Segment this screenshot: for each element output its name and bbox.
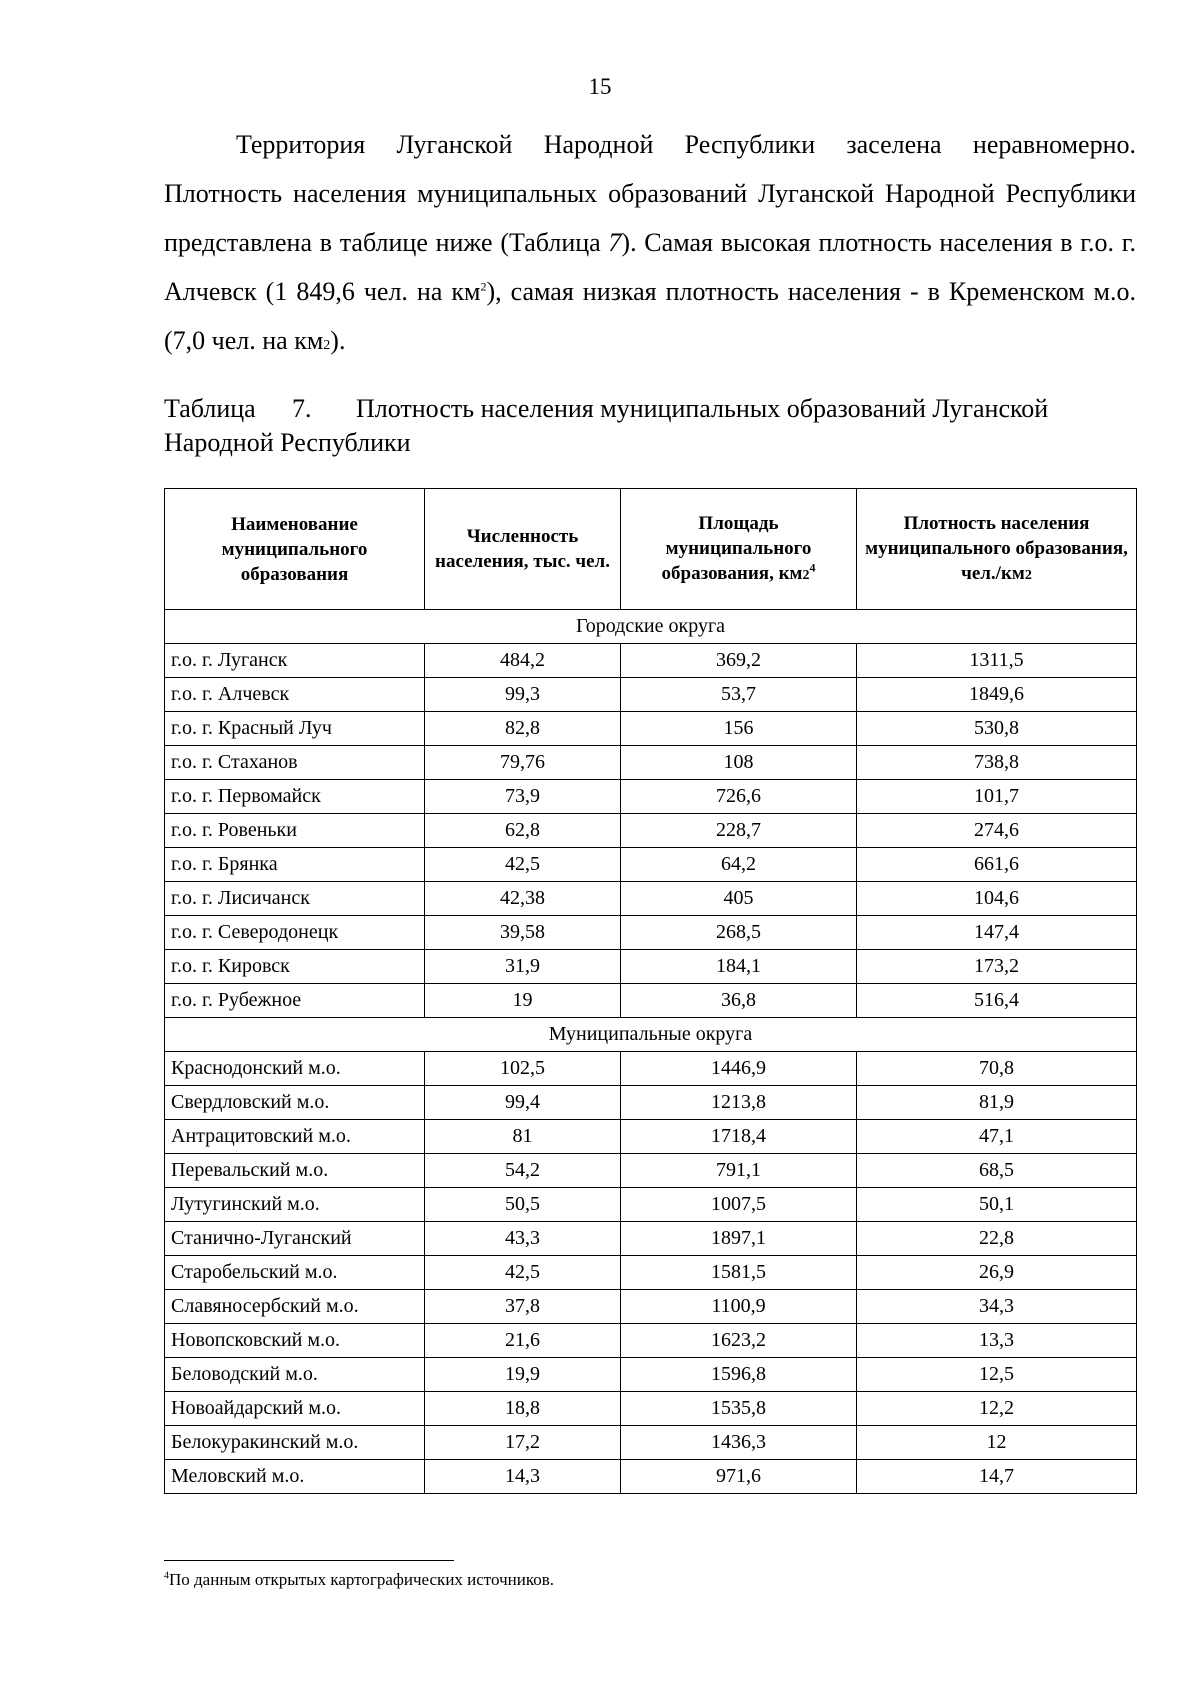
table-row xyxy=(165,1120,1137,1154)
cell-name: г.о. г. Ровеньки xyxy=(165,814,425,848)
cell-name: Белокуракинский м.о. xyxy=(165,1426,425,1460)
cell-density: 516,4 xyxy=(857,984,1137,1018)
cell-area: 1007,5 xyxy=(621,1188,857,1222)
table-row xyxy=(165,916,1137,950)
superscript-2: 2 xyxy=(480,279,487,294)
cell-density: 12,2 xyxy=(857,1392,1137,1426)
cell-name: Лутугинский м.о. xyxy=(165,1188,425,1222)
table-row xyxy=(165,950,1137,984)
table-row xyxy=(165,1290,1137,1324)
cell-area: 1100,9 xyxy=(621,1290,857,1324)
cell-population: 31,9 xyxy=(425,950,621,984)
cell-name: г.о. г. Алчевск xyxy=(165,678,425,712)
cell-population: 484,2 xyxy=(425,644,621,678)
cell-density: 173,2 xyxy=(857,950,1137,984)
cell-name: г.о. г. Кировск xyxy=(165,950,425,984)
table-row xyxy=(165,712,1137,746)
cell-area: 156 xyxy=(621,712,857,746)
cell-population: 42,38 xyxy=(425,882,621,916)
group-row xyxy=(165,610,1137,644)
table-row xyxy=(165,1324,1137,1358)
cell-area: 184,1 xyxy=(621,950,857,984)
cell-area: 268,5 xyxy=(621,916,857,950)
footnote xyxy=(164,1570,554,1590)
table-row xyxy=(165,984,1137,1018)
header-area-unit: 2 xyxy=(802,567,810,583)
intro-text-4: ). xyxy=(330,326,346,355)
table-row xyxy=(165,644,1137,678)
footnote-text: По данным открытых картографических источников. xyxy=(169,1570,554,1589)
table-row xyxy=(165,882,1137,916)
cell-density: 274,6 xyxy=(857,814,1137,848)
cell-density: 14,7 xyxy=(857,1460,1137,1494)
cell-density: 738,8 xyxy=(857,746,1137,780)
page-number: 15 xyxy=(588,74,612,99)
intro-text-2: ). Самая высокая плотность населения в г.о. г. Алчевск (1 849,6 чел. на км xyxy=(164,228,1136,306)
table-row xyxy=(165,780,1137,814)
header-name: Наименование муниципального образования xyxy=(165,489,425,610)
cell-population: 82,8 xyxy=(425,712,621,746)
footnote-ref: 4 xyxy=(809,560,816,575)
cell-density: 68,5 xyxy=(857,1154,1137,1188)
cell-name: Старобельский м.о. xyxy=(165,1256,425,1290)
caption-number: 7. xyxy=(292,394,312,423)
cell-density: 47,1 xyxy=(857,1120,1137,1154)
cell-name: г.о. г. Рубежное xyxy=(165,984,425,1018)
table-row xyxy=(165,1188,1137,1222)
cell-population: 62,8 xyxy=(425,814,621,848)
table-row xyxy=(165,1460,1137,1494)
cell-name: Станично-Луганский xyxy=(165,1222,425,1256)
group-row xyxy=(165,1018,1137,1052)
cell-population: 19 xyxy=(425,984,621,1018)
cell-density: 661,6 xyxy=(857,848,1137,882)
cell-area: 1596,8 xyxy=(621,1358,857,1392)
group-title: Городские округа xyxy=(165,610,1137,644)
cell-name: г.о. г. Стаханов xyxy=(165,746,425,780)
header-area-text: Площадь муниципального образования, км xyxy=(661,512,812,584)
table-row xyxy=(165,1086,1137,1120)
group-title: Муниципальные округа xyxy=(165,1018,1137,1052)
cell-density: 104,6 xyxy=(857,882,1137,916)
cell-name: г.о. г. Красный Луч xyxy=(165,712,425,746)
cell-population: 50,5 xyxy=(425,1188,621,1222)
cell-area: 1581,5 xyxy=(621,1256,857,1290)
cell-name: Новоайдарский м.о. xyxy=(165,1392,425,1426)
unit-2: 2 xyxy=(323,338,331,353)
cell-density: 81,9 xyxy=(857,1086,1137,1120)
cell-population: 43,3 xyxy=(425,1222,621,1256)
cell-area: 405 xyxy=(621,882,857,916)
cell-name: Беловодский м.о. xyxy=(165,1358,425,1392)
cell-population: 21,6 xyxy=(425,1324,621,1358)
cell-population: 81 xyxy=(425,1120,621,1154)
table-row xyxy=(165,848,1137,882)
header-population: Численность населения, тыс. чел. xyxy=(425,489,621,610)
cell-population: 39,58 xyxy=(425,916,621,950)
cell-area: 108 xyxy=(621,746,857,780)
cell-density: 101,7 xyxy=(857,780,1137,814)
cell-density: 70,8 xyxy=(857,1052,1137,1086)
cell-name: г.о. г. Луганск xyxy=(165,644,425,678)
cell-population: 102,5 xyxy=(425,1052,621,1086)
caption-label: Таблица xyxy=(164,394,256,423)
cell-population: 99,3 xyxy=(425,678,621,712)
cell-area: 1213,8 xyxy=(621,1086,857,1120)
cell-population: 54,2 xyxy=(425,1154,621,1188)
population-density-table xyxy=(164,488,1137,1494)
cell-density: 12 xyxy=(857,1426,1137,1460)
cell-area: 64,2 xyxy=(621,848,857,882)
cell-density: 1849,6 xyxy=(857,678,1137,712)
cell-name: Перевальский м.о. xyxy=(165,1154,425,1188)
header-density xyxy=(857,489,1137,610)
cell-name: Свердловский м.о. xyxy=(165,1086,425,1120)
footnote-mark: 4 xyxy=(164,1570,169,1582)
cell-area: 726,6 xyxy=(621,780,857,814)
intro-paragraph xyxy=(164,120,1136,370)
cell-area: 971,6 xyxy=(621,1460,857,1494)
header-row xyxy=(165,489,1137,610)
footnote-divider xyxy=(164,1560,454,1561)
cell-area: 369,2 xyxy=(621,644,857,678)
cell-density: 26,9 xyxy=(857,1256,1137,1290)
cell-population: 18,8 xyxy=(425,1392,621,1426)
cell-population: 19,9 xyxy=(425,1358,621,1392)
cell-area: 1436,3 xyxy=(621,1426,857,1460)
cell-density: 1311,5 xyxy=(857,644,1137,678)
cell-population: 37,8 xyxy=(425,1290,621,1324)
cell-population: 73,9 xyxy=(425,780,621,814)
cell-area: 1535,8 xyxy=(621,1392,857,1426)
cell-area: 228,7 xyxy=(621,814,857,848)
cell-population: 79,76 xyxy=(425,746,621,780)
cell-name: Меловский м.о. xyxy=(165,1460,425,1494)
cell-name: Антрацитовский м.о. xyxy=(165,1120,425,1154)
table-row xyxy=(165,1154,1137,1188)
table-reference: 7 xyxy=(608,228,622,257)
cell-density: 147,4 xyxy=(857,916,1137,950)
cell-population: 99,4 xyxy=(425,1086,621,1120)
cell-density: 12,5 xyxy=(857,1358,1137,1392)
intro-text-3: ), самая низкая плотность населения - в Кременском м.о. (7,0 чел. на км xyxy=(164,277,1136,355)
cell-name: г.о. г. Брянка xyxy=(165,848,425,882)
cell-area: 36,8 xyxy=(621,984,857,1018)
cell-area: 1446,9 xyxy=(621,1052,857,1086)
cell-population: 42,5 xyxy=(425,1256,621,1290)
cell-name: Краснодонский м.о. xyxy=(165,1052,425,1086)
table-row xyxy=(165,1392,1137,1426)
header-density-unit: 2 xyxy=(1024,567,1032,583)
cell-area: 53,7 xyxy=(621,678,857,712)
cell-name: Новопсковский м.о. xyxy=(165,1324,425,1358)
header-density-text: Плотность населения муниципального образования, чел./км xyxy=(865,512,1128,584)
table-row xyxy=(165,1256,1137,1290)
cell-area: 1623,2 xyxy=(621,1324,857,1358)
cell-area: 791,1 xyxy=(621,1154,857,1188)
cell-density: 34,3 xyxy=(857,1290,1137,1324)
header-area xyxy=(621,489,857,610)
cell-name: Славяносербский м.о. xyxy=(165,1290,425,1324)
cell-area: 1897,1 xyxy=(621,1222,857,1256)
cell-density: 13,3 xyxy=(857,1324,1137,1358)
cell-name: г.о. г. Северодонецк xyxy=(165,916,425,950)
caption-title: Плотность населения муниципальных образований Луганской Народной Республики xyxy=(164,394,1049,457)
table-row xyxy=(165,814,1137,848)
table-caption xyxy=(164,392,1064,460)
cell-name: г.о. г. Лисичанск xyxy=(165,882,425,916)
table-row xyxy=(165,746,1137,780)
table-row xyxy=(165,1426,1137,1460)
cell-density: 50,1 xyxy=(857,1188,1137,1222)
cell-population: 17,2 xyxy=(425,1426,621,1460)
table-row xyxy=(165,1358,1137,1392)
cell-population: 42,5 xyxy=(425,848,621,882)
cell-area: 1718,4 xyxy=(621,1120,857,1154)
intro-text-1: Территория Луганской Народной Республики заселена неравномерно. Плотность населения муниципальных образований Луганской Народной Республики представлена в таблице ниже (Таблица xyxy=(164,130,1136,257)
cell-name: г.о. г. Первомайск xyxy=(165,780,425,814)
table-row xyxy=(165,1222,1137,1256)
cell-population: 14,3 xyxy=(425,1460,621,1494)
cell-density: 22,8 xyxy=(857,1222,1137,1256)
table-row xyxy=(165,678,1137,712)
cell-density: 530,8 xyxy=(857,712,1137,746)
table-row xyxy=(165,1052,1137,1086)
